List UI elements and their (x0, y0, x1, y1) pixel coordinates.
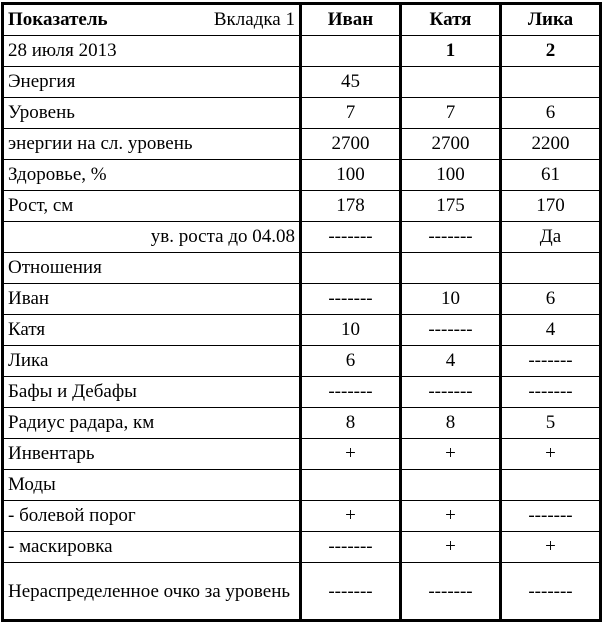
row-value: + (401, 532, 501, 563)
row-value: ------- (501, 346, 601, 377)
row-label: - маскировка (3, 532, 301, 563)
row-value (401, 67, 501, 98)
row-value: ------- (401, 315, 501, 346)
row-value: + (301, 439, 401, 470)
column-header-katya: Катя (401, 4, 501, 36)
row-value: ------- (501, 563, 601, 621)
row-value: + (401, 439, 501, 470)
row-label: ув. роста до 04.08 (3, 222, 301, 253)
table-row (3, 439, 601, 470)
row-value: 45 (301, 67, 401, 98)
row-value: 61 (501, 160, 601, 191)
row-value: 2200 (501, 129, 601, 160)
row-label: Моды (3, 470, 301, 501)
row-value: + (501, 439, 601, 470)
row-value: ------- (401, 377, 501, 408)
column-header-lika: Лика (501, 4, 601, 36)
table-row (3, 284, 601, 315)
row-value: ------- (301, 377, 401, 408)
row-label: Бафы и Дебафы (3, 377, 301, 408)
row-value (501, 67, 601, 98)
row-label: - болевой порог (3, 501, 301, 532)
row-label: Радиус радара, км (3, 408, 301, 439)
row-value: 7 (401, 98, 501, 129)
row-value: 175 (401, 191, 501, 222)
header-tab: Вкладка 1 (213, 9, 295, 30)
row-value: ------- (301, 532, 401, 563)
table-row (3, 315, 601, 346)
row-label: Энергия (3, 67, 301, 98)
row-value: 100 (301, 160, 401, 191)
row-value (401, 470, 501, 501)
row-value: + (501, 532, 601, 563)
row-value: 178 (301, 191, 401, 222)
table-row (3, 563, 601, 621)
row-value: 7 (301, 98, 401, 129)
table-row (3, 67, 601, 98)
header-row-2 (3, 36, 601, 67)
row-value (501, 470, 601, 501)
row-value: ------- (501, 501, 601, 532)
row-label: энергии на сл. уровень (3, 129, 301, 160)
row-value: ------- (401, 222, 501, 253)
table-row (3, 222, 601, 253)
row-value: 8 (301, 408, 401, 439)
row-value: + (401, 501, 501, 532)
header-title: Показатель (8, 9, 108, 30)
row-value: 4 (401, 346, 501, 377)
table-row (3, 253, 601, 284)
table-row (3, 377, 601, 408)
row-value: + (301, 501, 401, 532)
row-value: 6 (301, 346, 401, 377)
table-row (3, 470, 601, 501)
row-value: 8 (401, 408, 501, 439)
row-value: 4 (501, 315, 601, 346)
table-row (3, 501, 601, 532)
row-value: 10 (301, 315, 401, 346)
column-header-ivan: Иван (301, 4, 401, 36)
row-label: Нераспределенное очко за уровень (3, 563, 301, 621)
row-value: ------- (401, 563, 501, 621)
row-value: 170 (501, 191, 601, 222)
row-value: Да (501, 222, 601, 253)
row-value (301, 470, 401, 501)
column-number-katya: 1 (401, 36, 501, 67)
row-value (401, 253, 501, 284)
table-row (3, 129, 601, 160)
row-value: 5 (501, 408, 601, 439)
stats-table (1, 2, 602, 622)
row-label: Уровень (3, 98, 301, 129)
row-label: Рост, см (3, 191, 301, 222)
table-row (3, 160, 601, 191)
row-label: Отношения (3, 253, 301, 284)
row-value: ------- (501, 377, 601, 408)
header-title-cell (3, 4, 301, 36)
table-row (3, 346, 601, 377)
row-value: ------- (301, 563, 401, 621)
row-label: Иван (3, 284, 301, 315)
row-value: ------- (301, 222, 401, 253)
row-value: 6 (501, 284, 601, 315)
row-value: 100 (401, 160, 501, 191)
column-number-lika: 2 (501, 36, 601, 67)
table-row (3, 532, 601, 563)
row-value: 10 (401, 284, 501, 315)
row-label: Здоровье, % (3, 160, 301, 191)
row-value (501, 253, 601, 284)
row-value: 2700 (401, 129, 501, 160)
row-value: ------- (301, 284, 401, 315)
table-row (3, 408, 601, 439)
row-value (301, 253, 401, 284)
table-row (3, 191, 601, 222)
table-row (3, 98, 601, 129)
column-number-ivan (301, 36, 401, 67)
header-row (3, 4, 601, 36)
row-label: Инвентарь (3, 439, 301, 470)
row-value: 6 (501, 98, 601, 129)
row-label: Лика (3, 346, 301, 377)
row-label: Катя (3, 315, 301, 346)
header-date: 28 июля 2013 (3, 36, 301, 67)
row-value: 2700 (301, 129, 401, 160)
